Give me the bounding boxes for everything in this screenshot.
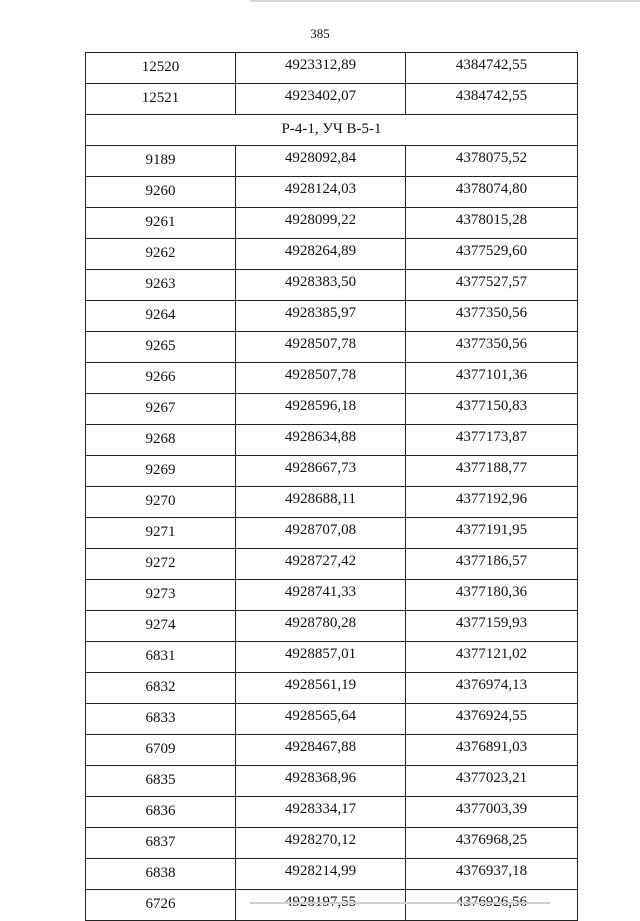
point-number-cell: 9269: [86, 456, 236, 487]
table-row: [86, 425, 578, 456]
x-coordinate-cell: 4928383,50: [236, 268, 406, 299]
x-coordinate-cell: 4928092,84: [236, 144, 406, 175]
point-number-cell: 9189: [86, 146, 236, 177]
point-number-cell: 9267: [86, 394, 236, 425]
x-coordinate-cell: 4928270,12: [236, 826, 406, 857]
x-coordinate-cell: 4928741,33: [236, 578, 406, 609]
x-coordinate-cell: 4923402,07: [236, 82, 406, 113]
x-coordinate-cell: 4928667,73: [236, 454, 406, 485]
table-row: [86, 828, 578, 859]
y-coordinate-cell: 4377180,36: [406, 578, 578, 609]
x-coordinate-cell: 4928385,97: [236, 299, 406, 330]
point-number-cell: 9261: [86, 208, 236, 239]
point-number-cell: 9273: [86, 580, 236, 611]
table-row: [86, 301, 578, 332]
page-number: 385: [310, 26, 330, 41]
table-row: [86, 549, 578, 580]
coordinates-table: [85, 52, 578, 921]
table-row: [86, 611, 578, 642]
y-coordinate-cell: 4378015,28: [406, 206, 578, 237]
section-row: [86, 115, 578, 146]
y-coordinate-cell: 4376937,18: [406, 857, 578, 888]
table-row: [86, 797, 578, 828]
table-row: [86, 53, 578, 84]
point-number-cell: 6836: [86, 797, 236, 828]
point-number-cell: 6838: [86, 859, 236, 890]
x-coordinate-cell: 4928264,89: [236, 237, 406, 268]
table-row: [86, 208, 578, 239]
y-coordinate-cell: 4384742,55: [406, 82, 578, 113]
table-row: [86, 642, 578, 673]
x-coordinate-cell: 4928780,28: [236, 609, 406, 640]
y-coordinate-cell: 4376924,55: [406, 702, 578, 733]
x-coordinate-cell: 4928507,78: [236, 361, 406, 392]
table-row: [86, 456, 578, 487]
x-coordinate-cell: 4928334,17: [236, 795, 406, 826]
y-coordinate-cell: 4377186,57: [406, 547, 578, 578]
x-coordinate-cell: 4928124,03: [236, 175, 406, 206]
y-coordinate-cell: 4376974,13: [406, 671, 578, 702]
point-number-cell: 9271: [86, 518, 236, 549]
table-row: [86, 518, 578, 549]
table-row: [86, 890, 578, 921]
x-coordinate-cell: 4928857,01: [236, 640, 406, 671]
x-coordinate-cell: 4928368,96: [236, 764, 406, 795]
x-coordinate-cell: 4928561,19: [236, 671, 406, 702]
point-number-cell: 9274: [86, 611, 236, 642]
table-row: [86, 363, 578, 394]
y-coordinate-cell: 4377150,83: [406, 392, 578, 423]
y-coordinate-cell: 4384742,55: [406, 51, 578, 82]
scan-edge-bottom: [250, 902, 550, 904]
point-number-cell: 6833: [86, 704, 236, 735]
coordinates-table-body: [86, 53, 578, 921]
x-coordinate-cell: 4928467,88: [236, 733, 406, 764]
y-coordinate-cell: 4376968,25: [406, 826, 578, 857]
table-row: [86, 704, 578, 735]
point-number-cell: 6831: [86, 642, 236, 673]
table-row: [86, 580, 578, 611]
y-coordinate-cell: 4377003,39: [406, 795, 578, 826]
y-coordinate-cell: 4377121,02: [406, 640, 578, 671]
point-number-cell: 12521: [86, 84, 236, 115]
x-coordinate-cell: 4923312,89: [236, 51, 406, 82]
x-coordinate-cell: 4928688,11: [236, 485, 406, 516]
table-row: [86, 146, 578, 177]
point-number-cell: 9264: [86, 301, 236, 332]
section-title: Р-4-1, УЧ В-5-1: [86, 115, 578, 146]
y-coordinate-cell: 4377527,57: [406, 268, 578, 299]
point-number-cell: 9262: [86, 239, 236, 270]
y-coordinate-cell: 4377173,87: [406, 423, 578, 454]
y-coordinate-cell: 4377192,96: [406, 485, 578, 516]
y-coordinate-cell: 4378075,52: [406, 144, 578, 175]
x-coordinate-cell: 4928634,88: [236, 423, 406, 454]
point-number-cell: 6832: [86, 673, 236, 704]
table-row: [86, 394, 578, 425]
x-coordinate-cell: 4928214,99: [236, 857, 406, 888]
x-coordinate-cell: 4928507,78: [236, 330, 406, 361]
point-number-cell: 9263: [86, 270, 236, 301]
table-row: [86, 766, 578, 797]
scan-edge-top: [250, 0, 640, 2]
y-coordinate-cell: 4378074,80: [406, 175, 578, 206]
table-row: [86, 332, 578, 363]
table-row: [86, 673, 578, 704]
y-coordinate-cell: 4377101,36: [406, 361, 578, 392]
table-row: [86, 84, 578, 115]
point-number-cell: 9260: [86, 177, 236, 208]
y-coordinate-cell: 4377350,56: [406, 299, 578, 330]
point-number-cell: 9265: [86, 332, 236, 363]
table-row: [86, 859, 578, 890]
point-number-cell: 12520: [86, 53, 236, 84]
y-coordinate-cell: 4377188,77: [406, 454, 578, 485]
x-coordinate-cell: 4928565,64: [236, 702, 406, 733]
point-number-cell: 9270: [86, 487, 236, 518]
point-number-cell: 9266: [86, 363, 236, 394]
y-coordinate-cell: 4377529,60: [406, 237, 578, 268]
x-coordinate-cell: 4928727,42: [236, 547, 406, 578]
table-row: [86, 177, 578, 208]
x-coordinate-cell: 4928707,08: [236, 516, 406, 547]
point-number-cell: 9272: [86, 549, 236, 580]
y-coordinate-cell: 4376891,03: [406, 733, 578, 764]
table-row: [86, 487, 578, 518]
table-row: [86, 239, 578, 270]
point-number-cell: 6726: [86, 890, 236, 921]
y-coordinate-cell: 4377023,21: [406, 764, 578, 795]
point-number-cell: 6709: [86, 735, 236, 766]
y-coordinate-cell: 4377159,93: [406, 609, 578, 640]
x-coordinate-cell: 4928596,18: [236, 392, 406, 423]
table-row: [86, 735, 578, 766]
point-number-cell: 6835: [86, 766, 236, 797]
table-row: [86, 270, 578, 301]
y-coordinate-cell: 4377350,56: [406, 330, 578, 361]
y-coordinate-cell: 4377191,95: [406, 516, 578, 547]
point-number-cell: 9268: [86, 425, 236, 456]
x-coordinate-cell: 4928099,22: [236, 206, 406, 237]
point-number-cell: 6837: [86, 828, 236, 859]
